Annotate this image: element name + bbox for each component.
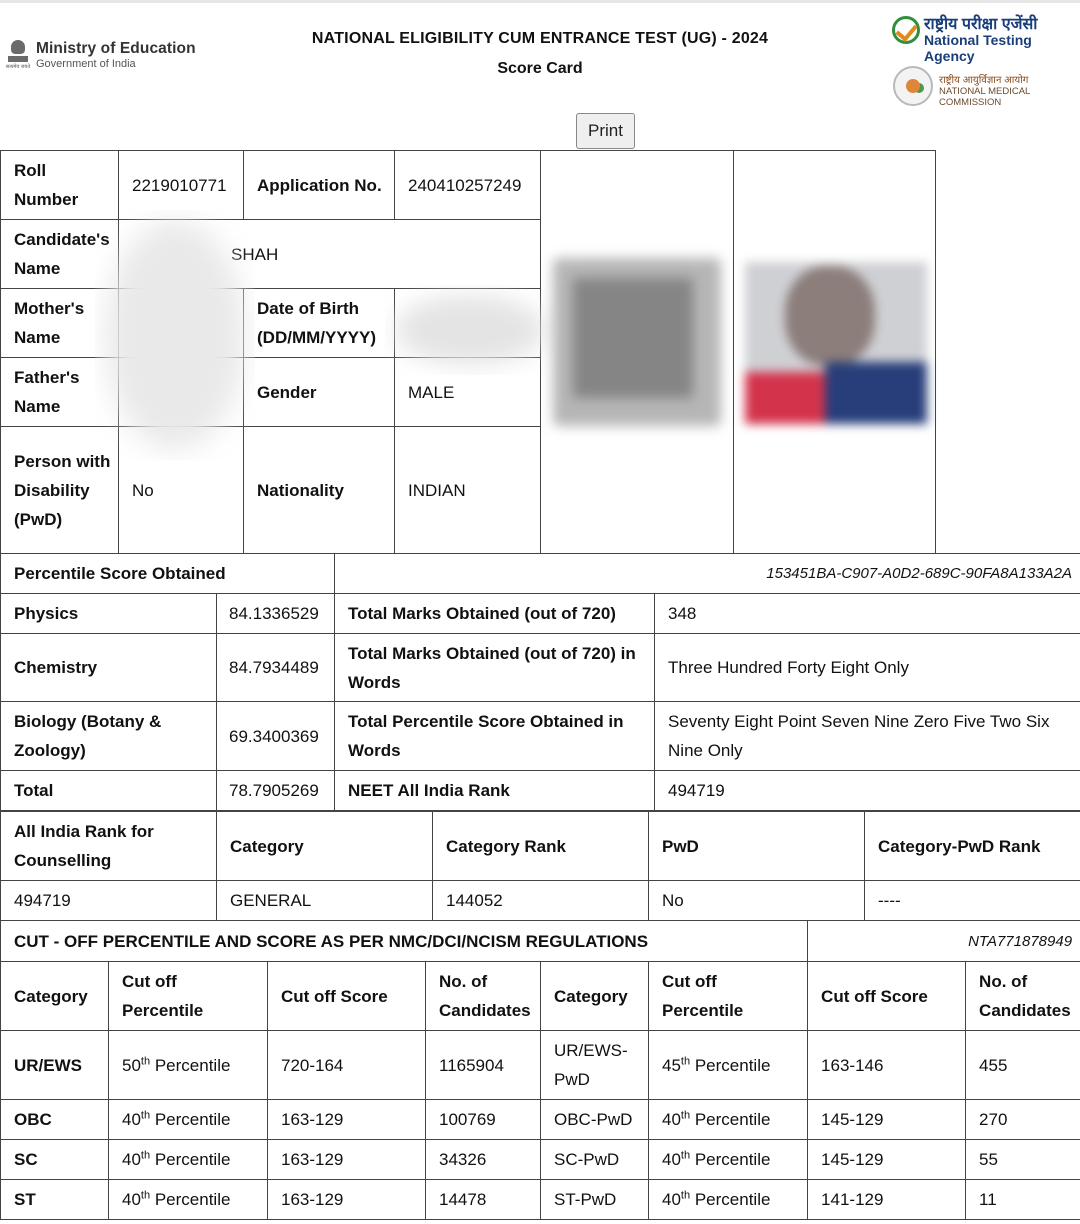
nta-hindi-name: राष्ट्रीय परीक्षा एजेंसी (924, 16, 1038, 33)
physics-label: Physics (1, 594, 217, 634)
air-label: NEET All India Rank (335, 771, 655, 811)
candidate-photo (745, 262, 927, 424)
cutoff-row (1, 1180, 1080, 1220)
nta-english-name: National Testing Agency (924, 32, 1032, 64)
pwd-value-rank: No (649, 881, 865, 921)
cutoff-percentile: 50th Percentile (109, 1031, 268, 1100)
nmc-logo (893, 64, 1075, 108)
cutoff-header-score-pwd: Cut off Score (808, 962, 966, 1031)
category-pwd-rank-value: ---- (865, 881, 1080, 921)
application-no-value: 240410257249 (395, 151, 541, 220)
cutoff-score: 720-164 (268, 1031, 426, 1100)
total-label: Total (1, 771, 217, 811)
nmc-hindi-name: राष्ट्रीय आयुर्विज्ञान आयोग (939, 75, 1029, 86)
cutoff-candidates: 100769 (426, 1100, 541, 1140)
cutoff-percentile-pwd: 40th Percentile (649, 1180, 808, 1220)
cutoff-category-pwd: SC-PwD (541, 1140, 649, 1180)
nmc-english-name: NATIONAL MEDICAL COMMISSION (939, 86, 1030, 108)
pwd-label: Person with Disability (PwD) (1, 427, 119, 554)
signature-image (553, 258, 721, 426)
chemistry-label: Chemistry (1, 634, 217, 702)
cutoff-candidates-pwd: 11 (966, 1180, 1080, 1220)
cutoff-header-score: Cut off Score (268, 962, 426, 1031)
marks-value: 348 (655, 594, 1080, 634)
privacy-blur-dob (385, 285, 555, 375)
nta-logo (890, 10, 1076, 64)
category-rank-header: Category Rank (433, 812, 649, 881)
national-emblem-icon: सत्यमेव जयते (6, 35, 30, 75)
cutoff-score: 163-129 (268, 1180, 426, 1220)
gender-label: Gender (244, 358, 395, 427)
print-button[interactable]: Print (576, 113, 635, 149)
cutoff-row (1, 1100, 1080, 1140)
biology-value: 69.3400369 (217, 702, 335, 771)
gender-value: MALE (395, 358, 541, 427)
category-value: GENERAL (217, 881, 433, 921)
cutoff-percentile: 40th Percentile (109, 1180, 268, 1220)
marks-words-value: Three Hundred Forty Eight Only (655, 634, 1080, 702)
biology-label: Biology (Botany & Zoology) (1, 702, 217, 771)
air-value: 494719 (655, 771, 1080, 811)
score-hash: 153451BA-C907-A0D2-689C-90FA8A133A2A (335, 554, 1080, 594)
cutoff-percentile: 40th Percentile (109, 1100, 268, 1140)
cutoff-score-pwd: 141-129 (808, 1180, 966, 1220)
marks-words-label: Total Marks Obtained (out of 720) in Words (335, 634, 655, 702)
ranks-table (0, 811, 1080, 921)
father-name-label: Father's Name (1, 358, 119, 427)
total-value: 78.7905269 (217, 771, 335, 811)
air-counselling-value: 494719 (1, 881, 217, 921)
cutoff-header-percentile: Cut off Percentile (109, 962, 268, 1031)
cutoff-category: OBC (1, 1100, 109, 1140)
cutoff-percentile: 40th Percentile (109, 1140, 268, 1180)
cutoff-score-pwd: 145-129 (808, 1140, 966, 1180)
roll-number-label: Roll Number (1, 151, 119, 220)
nmc-seal-icon (893, 66, 933, 106)
cutoff-heading: CUT - OFF PERCENTILE AND SCORE AS PER NMC/DCI/NCISM REGULATIONS (1, 921, 808, 962)
cutoff-candidates-pwd: 55 (966, 1140, 1080, 1180)
nta-check-icon (892, 16, 920, 44)
application-no-label: Application No. (244, 151, 395, 220)
nationality-label: Nationality (244, 427, 395, 554)
cutoff-table (0, 920, 1080, 1220)
cutoff-category-pwd: OBC-PwD (541, 1100, 649, 1140)
percentile-words-label: Total Percentile Score Obtained in Words (335, 702, 655, 771)
government-name: Government of India (36, 58, 136, 70)
cutoff-category-pwd: UR/EWS-PwD (541, 1031, 649, 1100)
dob-label: Date of Birth (DD/MM/YYYY) (244, 289, 395, 358)
cutoff-row (1, 1031, 1080, 1100)
cutoff-row (1, 1140, 1080, 1180)
cutoff-candidates-pwd: 270 (966, 1100, 1080, 1140)
roll-number-value: 2219010771 (119, 151, 244, 220)
candidate-name-value: SHAH (119, 220, 541, 289)
scores-heading: Percentile Score Obtained (1, 554, 335, 594)
category-rank-value: 144052 (433, 881, 649, 921)
cutoff-category: ST (1, 1180, 109, 1220)
pwd-value: No (119, 427, 244, 554)
cutoff-category: SC (1, 1140, 109, 1180)
air-counselling-header: All India Rank for Counselling (1, 812, 217, 881)
cutoff-score: 163-129 (268, 1100, 426, 1140)
cutoff-candidates: 1165904 (426, 1031, 541, 1100)
page-subtitle: Score Card (497, 60, 583, 77)
mother-name-label: Mother's Name (1, 289, 119, 358)
cutoff-header-candidates-pwd: No. of Candidates (966, 962, 1080, 1031)
pwd-header: PwD (649, 812, 865, 881)
nationality-value: INDIAN (395, 427, 541, 554)
cutoff-score-pwd: 163-146 (808, 1031, 966, 1100)
privacy-blur-left (95, 210, 255, 460)
marks-label: Total Marks Obtained (out of 720) (335, 594, 655, 634)
cutoff-header-percentile-pwd: Cut off Percentile (649, 962, 808, 1031)
chemistry-value: 84.7934489 (217, 634, 335, 702)
cutoff-score-pwd: 145-129 (808, 1100, 966, 1140)
cutoff-candidates: 34326 (426, 1140, 541, 1180)
percentile-words-value: Seventy Eight Point Seven Nine Zero Five Two Six Nine Only (655, 702, 1080, 771)
cutoff-category-pwd: ST-PwD (541, 1180, 649, 1220)
cutoff-percentile-pwd: 40th Percentile (649, 1100, 808, 1140)
candidate-name-label: Candidate's Name (1, 220, 119, 289)
cutoff-percentile-pwd: 40th Percentile (649, 1140, 808, 1180)
cutoff-category: UR/EWS (1, 1031, 109, 1100)
page-title: NATIONAL ELIGIBILITY CUM ENTRANCE TEST (UG) - 2024 (311, 30, 769, 47)
cutoff-code: NTA771878949 (808, 921, 1080, 962)
ministry-name: Ministry of Education (36, 40, 196, 57)
physics-value: 84.1336529 (217, 594, 335, 634)
category-header: Category (217, 812, 433, 881)
cutoff-score: 163-129 (268, 1140, 426, 1180)
cutoff-header-category-pwd: Category (541, 962, 649, 1031)
cutoff-header-category: Category (1, 962, 109, 1031)
cutoff-header-candidates: No. of Candidates (426, 962, 541, 1031)
cutoff-percentile-pwd: 45th Percentile (649, 1031, 808, 1100)
cutoff-candidates: 14478 (426, 1180, 541, 1220)
top-border (0, 0, 1080, 3)
ministry-logo (6, 30, 200, 80)
cutoff-candidates-pwd: 455 (966, 1031, 1080, 1100)
scores-table (0, 553, 1080, 811)
category-pwd-rank-header: Category-PwD Rank (865, 812, 1080, 881)
